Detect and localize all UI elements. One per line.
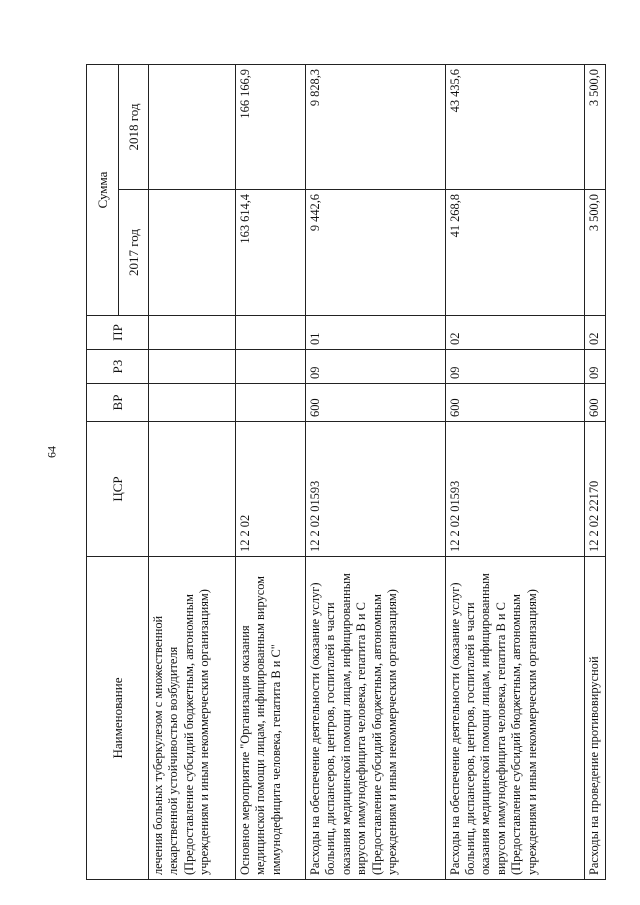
row-pr: 02	[445, 316, 585, 350]
row-pr: 01	[305, 316, 445, 350]
header-2017: 2017 год	[119, 190, 149, 316]
row-rz	[149, 350, 236, 384]
row-2017: 3 500,0	[585, 190, 606, 316]
row-rz: 09	[585, 350, 606, 384]
table-row	[585, 65, 606, 880]
header-row-top	[87, 65, 119, 880]
row-vr: 600	[445, 384, 585, 422]
row-2018: 43 435,6	[445, 65, 585, 190]
row-name: Расходы на проведение противовирусной	[585, 557, 606, 880]
row-2017	[149, 190, 236, 316]
row-rz	[236, 350, 306, 384]
row-vr: 600	[305, 384, 445, 422]
row-name: Расходы на обеспечение деятельности (оказание услуг) больниц, диспансеров, центров, госпиталей в части оказания медицинской помощи лицам, инфицированным вирусом иммунодефицита человека, гепатита В и С (Предоставление субсидий бюджетным, автономным учреждениям и иным некоммерческим организациям)	[445, 557, 585, 880]
header-csr: ЦСР	[87, 422, 149, 557]
page-number: 64	[44, 446, 59, 458]
row-2018: 3 500,0	[585, 65, 606, 190]
row-csr	[149, 422, 236, 557]
row-name: Основное мероприятие "Организация оказания медицинской помощи лицам, инфицированным вирусом иммунодефицита человека, гепатита В и С"	[236, 557, 306, 880]
row-pr	[236, 316, 306, 350]
table-row	[236, 65, 306, 880]
table-row	[149, 65, 236, 880]
table-row	[445, 65, 585, 880]
header-sum: Сумма	[87, 65, 119, 316]
row-vr: 600	[585, 384, 606, 422]
row-pr: 02	[585, 316, 606, 350]
header-name: Наименование	[87, 557, 149, 880]
row-csr: 12 2 02 22170	[585, 422, 606, 557]
row-2017: 9 442,6	[305, 190, 445, 316]
row-csr: 12 2 02	[236, 422, 306, 557]
header-rz: РЗ	[87, 350, 149, 384]
row-vr	[149, 384, 236, 422]
row-csr: 12 2 02 01593	[445, 422, 585, 557]
row-name: Расходы на обеспечение деятельности (оказание услуг) больниц, диспансеров, центров, госпиталей в части оказания медицинской помощи лицам, инфицированным вирусом иммунодефицита человека, гепатита В и С (Предоставление субсидий бюджетным, автономным учреждениям и иным некоммерческим организациям)	[305, 557, 445, 880]
header-vr: ВР	[87, 384, 149, 422]
row-rz: 09	[445, 350, 585, 384]
row-csr: 12 2 02 01593	[305, 422, 445, 557]
row-pr	[149, 316, 236, 350]
row-2018: 166 166,9	[236, 65, 306, 190]
row-vr	[236, 384, 306, 422]
rotated-page-content	[86, 65, 606, 880]
row-name: лечения больных туберкулезом с множественной лекарственной устойчивостью возбудителя (Предоставление субсидий бюджетным, автономным учреждениям и иным некоммерческим организациям)	[149, 557, 236, 880]
row-rz: 09	[305, 350, 445, 384]
table-row	[305, 65, 445, 880]
row-2018: 9 828,3	[305, 65, 445, 190]
header-2018: 2018 год	[119, 65, 149, 190]
row-2017: 41 268,8	[445, 190, 585, 316]
header-pr: ПР	[87, 316, 149, 350]
row-2018	[149, 65, 236, 190]
budget-table	[86, 64, 606, 880]
row-2017: 163 614,4	[236, 190, 306, 316]
